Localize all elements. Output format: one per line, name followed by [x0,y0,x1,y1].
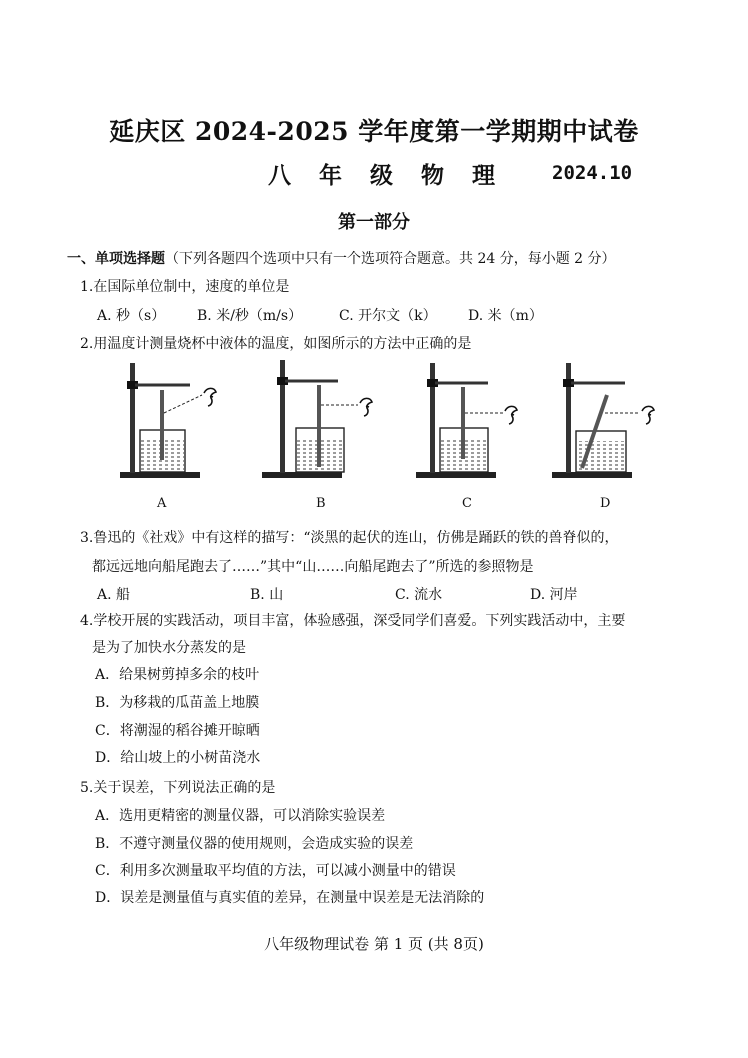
part-heading: 第一部分 [338,212,410,233]
exam-subject: 八 年 级 物 理 [268,162,506,189]
q3-option-a: A. 船 [97,587,131,603]
q1-option-a: A. 秒（s） [97,308,166,324]
q3-option-c: C. 流水 [395,587,443,603]
q2-stem: 2.用温度计测量烧杯中液体的温度，如图所示的方法中正确的是 [80,336,472,352]
figure-d [552,363,654,478]
page-footer: 八年级物理试卷 第 1 页 (共 8页) [264,935,484,953]
figure-label-d: D [600,496,611,511]
figure-label-b: B [316,496,326,511]
figure-c [416,363,517,478]
q5-option-d: D．误差是测量值与真实值的差异，在测量中误差是无法消除的 [95,890,485,906]
q1-option-c: C. 开尔文（k） [339,308,437,324]
q5-option-b: B．不遵守测量仪器的使用规则，会造成实验的误差 [95,836,414,852]
q5-stem: 5.关于误差，下列说法正确的是 [80,780,276,796]
exam-date: 2024.10 [552,162,633,184]
figure-a [120,363,216,478]
q4-option-c: C．将潮湿的稻谷摊开晾晒 [95,723,260,739]
figure-label-a: A [157,496,167,511]
exam-title: 延庆区 2024-2025 学年度第一学期期中试卷 [109,117,639,146]
section-title: 一、单项选择题 [67,251,165,267]
section-instruction: （下列各题四个选项中只有一个选项符合题意。共 24 分，每小题 2 分） [165,251,616,267]
q3-option-b: B. 山 [250,587,284,603]
q4-option-a: A．给果树剪掉多余的枝叶 [95,667,260,683]
figure-label-c: C [462,496,472,511]
q4-stem-line1: 4.学校开展的实践活动，项目丰富，体验感强，深受同学们喜爱。下列实践活动中，主要 [80,613,626,629]
q4-option-d: D．给山坡上的小树苗浇水 [95,750,261,766]
section-heading [67,248,616,268]
q5-option-c: C．利用多次测量取平均值的方法，可以减小测量中的错误 [95,863,456,879]
q4-option-b: B．为移栽的瓜苗盖上地膜 [95,695,260,711]
figure-b [262,360,372,478]
q1-stem: 1.在国际单位制中，速度的单位是 [80,279,290,295]
q3-stem-line1: 3.鲁迅的《社戏》中有这样的描写：“淡黑的起伏的连山，仿佛是踊跃的铁的兽脊似的， [80,530,619,546]
thermometer-figure [110,355,690,490]
q1-option-d: D. 米（m） [468,308,543,324]
q1-option-b: B. 米/秒（m/s） [197,308,303,324]
q5-option-a: A．选用更精密的测量仪器，可以消除实验误差 [95,808,386,824]
q4-stem-line2: 是为了加快水分蒸发的是 [92,640,246,656]
q3-option-d: D. 河岸 [530,587,578,603]
q3-stem-line2: 都远远地向船尾跑去了……”其中“山……向船尾跑去了”所选的参照物是 [92,559,534,575]
